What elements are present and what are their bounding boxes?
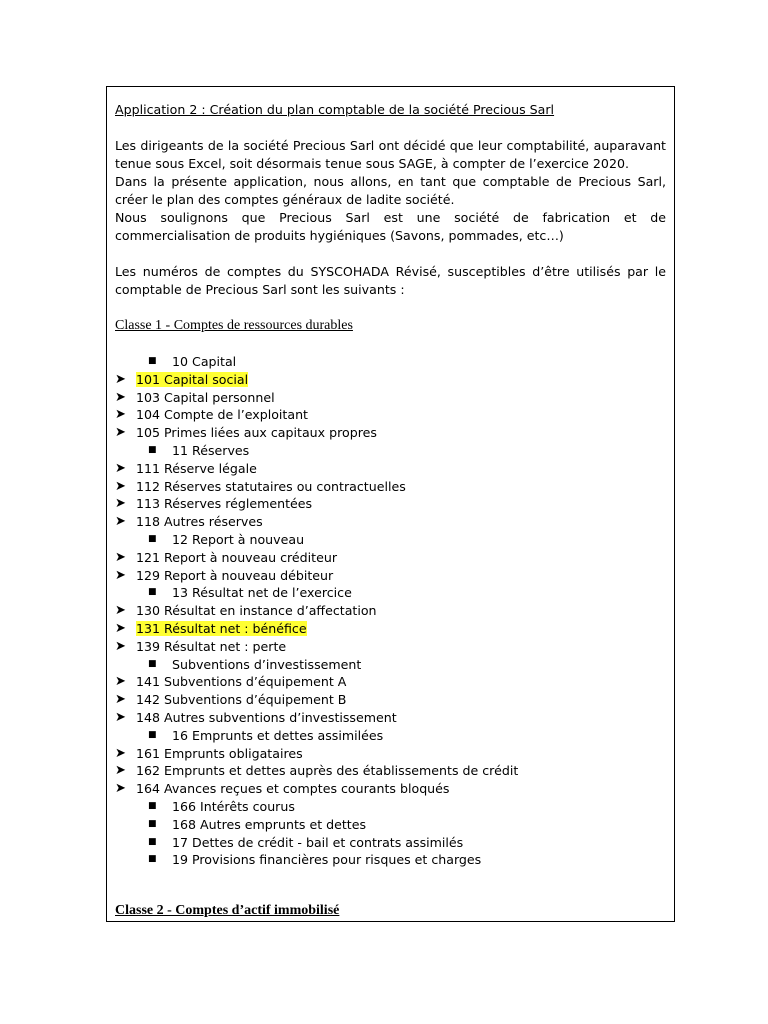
intro-paragraph: Les numéros de comptes du SYSCOHADA Révisé, susceptibles d’être utilisés par le comptable de Precious Sarl sont les suivants : — [115, 264, 666, 297]
paragraph-2: Dans la présente application, nous allons, en tant que comptable de Precious Sarl, créer le plan des comptes généraux de ladite société. — [115, 174, 666, 207]
account-list-item — [115, 478, 666, 496]
square-bullet-icon: ■ — [148, 818, 157, 829]
arrow-bullet-icon: ➤ — [115, 620, 126, 636]
account-list-item — [115, 549, 666, 567]
square-bullet-icon: ■ — [148, 444, 157, 455]
account-list-item — [115, 389, 666, 407]
account-list-item — [115, 442, 666, 460]
account-list-item — [115, 353, 666, 371]
account-list-item — [115, 709, 666, 727]
account-list-item — [115, 798, 666, 816]
arrow-bullet-icon: ➤ — [115, 514, 126, 530]
account-label: Subventions d’investissement — [172, 656, 362, 672]
document-title: Application 2 : Création du plan comptable de la société Precious Sarl — [115, 102, 555, 117]
paragraph-1: Les dirigeants de la société Precious Sarl ont décidé que leur comptabilité, auparavant tenue sous Excel, soit désormais tenue sous SAGE, à compter de l’exercice 2020. — [115, 138, 666, 171]
arrow-bullet-icon: ➤ — [115, 549, 126, 565]
account-list-item — [115, 673, 666, 691]
account-label: 164 Avances reçues et comptes courants bloqués — [136, 781, 450, 797]
section-heading-classe-2: Classe 2 - Comptes d’actif immobilisé — [115, 903, 340, 918]
account-label: 103 Capital personnel — [136, 389, 275, 405]
account-label: 112 Réserves statutaires ou contractuelles — [136, 478, 406, 494]
square-bullet-icon: ■ — [148, 533, 157, 544]
square-bullet-icon: ■ — [148, 658, 157, 669]
arrow-bullet-icon: ➤ — [115, 567, 126, 583]
account-list-item — [115, 584, 666, 602]
account-label: 101 Capital social — [136, 371, 249, 387]
account-list-item — [115, 638, 666, 656]
account-label: 129 Report à nouveau débiteur — [136, 567, 334, 583]
account-label: 16 Emprunts et dettes assimilées — [172, 727, 384, 743]
arrow-bullet-icon: ➤ — [115, 460, 126, 476]
account-label: 17 Dettes de crédit - bail et contrats assimilés — [172, 834, 464, 850]
account-list — [115, 353, 666, 869]
account-label: 105 Primes liées aux capitaux propres — [136, 425, 377, 441]
account-label: 130 Résultat en instance d’affectation — [136, 603, 377, 619]
arrow-bullet-icon: ➤ — [115, 781, 126, 797]
account-list-item — [115, 834, 666, 852]
account-label: 166 Intérêts courus — [172, 798, 295, 814]
square-bullet-icon: ■ — [148, 729, 157, 740]
account-label: 13 Résultat net de l’exercice — [172, 585, 352, 601]
account-label: 12 Report à nouveau — [172, 531, 305, 547]
section-heading-classe-1: Classe 1 - Comptes de ressources durables — [115, 318, 353, 333]
account-label: 142 Subventions d’équipement B — [136, 692, 347, 708]
account-label: 131 Résultat net : bénéfice — [136, 620, 307, 636]
account-list-item — [115, 371, 666, 389]
account-label: 11 Réserves — [172, 442, 250, 458]
account-label: 104 Compte de l’exploitant — [136, 407, 308, 423]
account-list-item — [115, 567, 666, 585]
square-bullet-icon: ■ — [148, 800, 157, 811]
account-label: 111 Réserve légale — [136, 460, 257, 476]
account-label: 162 Emprunts et dettes auprès des établissements de crédit — [136, 763, 519, 779]
arrow-bullet-icon: ➤ — [115, 638, 126, 654]
account-label: 121 Report à nouveau créditeur — [136, 549, 337, 565]
square-bullet-icon: ■ — [148, 587, 157, 598]
arrow-bullet-icon: ➤ — [115, 496, 126, 512]
arrow-bullet-icon: ➤ — [115, 478, 126, 494]
square-bullet-icon: ■ — [148, 854, 157, 865]
account-list-item — [115, 620, 666, 638]
arrow-bullet-icon: ➤ — [115, 709, 126, 725]
account-label: 19 Provisions financières pour risques et charges — [172, 852, 482, 868]
document-content — [115, 101, 666, 869]
account-label: 161 Emprunts obligataires — [136, 745, 303, 761]
account-list-item — [115, 727, 666, 745]
account-label: 168 Autres emprunts et dettes — [172, 816, 367, 832]
square-bullet-icon: ■ — [148, 836, 157, 847]
square-bullet-icon: ■ — [148, 356, 157, 366]
account-label: 141 Subventions d’équipement A — [136, 674, 347, 690]
account-list-item — [115, 745, 666, 763]
arrow-bullet-icon: ➤ — [115, 692, 126, 708]
account-list-item — [115, 424, 666, 442]
account-label: 148 Autres subventions d’investissement — [136, 709, 397, 725]
account-list-item — [115, 495, 666, 513]
account-label: 10 Capital — [172, 354, 237, 369]
arrow-bullet-icon: ➤ — [115, 425, 126, 441]
account-list-item — [115, 691, 666, 709]
account-list-item — [115, 816, 666, 834]
account-label: 139 Résultat net : perte — [136, 638, 287, 654]
arrow-bullet-icon: ➤ — [115, 389, 126, 405]
account-list-item — [115, 460, 666, 478]
arrow-bullet-icon: ➤ — [115, 674, 126, 690]
arrow-bullet-icon: ➤ — [115, 603, 126, 619]
account-list-item — [115, 406, 666, 424]
account-list-item — [115, 531, 666, 549]
account-list-item — [115, 602, 666, 620]
account-list-item — [115, 762, 666, 780]
arrow-bullet-icon: ➤ — [115, 407, 126, 423]
arrow-bullet-icon: ➤ — [115, 745, 126, 761]
paragraph-3: Nous soulignons que Precious Sarl est une société de fabrication et de commercialisation de produits hygiéniques (Savons, pommades, etc…) — [115, 210, 666, 243]
account-label: 118 Autres réserves — [136, 514, 263, 530]
account-list-item — [115, 851, 666, 869]
document-frame — [106, 86, 675, 922]
arrow-bullet-icon: ➤ — [115, 763, 126, 779]
account-list-item — [115, 780, 666, 798]
account-list-item — [115, 513, 666, 531]
account-label: 113 Réserves réglementées — [136, 496, 313, 512]
arrow-bullet-icon: ➤ — [115, 371, 126, 387]
account-list-item — [115, 656, 666, 674]
